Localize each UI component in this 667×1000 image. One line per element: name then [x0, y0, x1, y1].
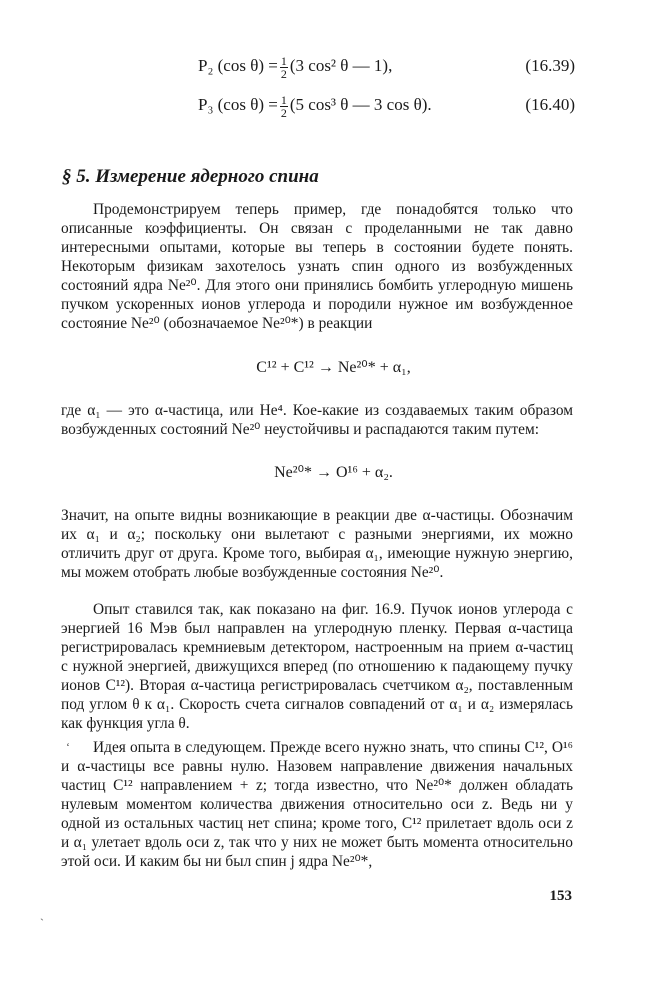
- equation-number: (16.40): [525, 95, 575, 114]
- paragraph: Значит, на опыте видны возникающие в реакции две α-частицы. Обозначим их α₁ и α₂; поскольку они вылетают с разными энергиями, их можно отличить друг от друга. Кроме того, выбирая α₁, имеющие нужную энергию, мы можем отобрать любые возбужденные состояния Ne²⁰.: [61, 507, 573, 581]
- equation-expression: P₃ (cos θ) = $\frac{1}{2}$ (5 cos³ θ — 3 cos θ).: [198, 92, 432, 120]
- reaction-equation: C¹² + C¹² → Ne²⁰* + α₁,: [256, 359, 411, 376]
- section-heading: § 5. Измерение ядерного спина: [62, 166, 319, 187]
- paragraph: Опыт ставился так, как показано на фиг. 16.9. Пучок ионов углерода с энергией 16 Мэв был направлен на углеродную пленку. Первая α-частица регистрировалась кремниевым детектором, настроенным на прием α-частиц с нужной энергией, движущихся вперед (по отношению к падающему пучку ионов C¹²). Вторая α-частица регистрировалась счетчиком α₂, поставленным под углом θ к α₁. Скорость счета сигналов совпадений от α₁ и α₂ измерялась как функция угла θ.: [61, 601, 573, 732]
- equation-expression: P₂ (cos θ) = $\frac{1}{2}$ (3 cos² θ — 1),: [198, 53, 393, 81]
- print-mark: ‘: [66, 740, 70, 754]
- print-mark: ˋ: [40, 916, 44, 930]
- paragraph: где α₁ — это α-частица, или He⁴. Кое-какие из создаваемых таким образом возбужденных состояний Ne²⁰ неустойчивы и распадаются таким путем:: [61, 402, 573, 438]
- paragraph: Идея опыта в следующем. Прежде всего нужно знать, что спины C¹², O¹⁶ и α-частицы все равны нулю. Назовем направление движения начальных частиц C¹² направлением + z; тогда известно, что Ne²⁰* должен обладать нулевым моментом количества движения относительно оси z. Ведь ни у одной из остальных частиц нет спина; кроме того, C¹² прилетает вдоль оси z и α₁ улетает вдоль оси z, так что у них не может быть момента относительно этой оси. И каким бы ни был спин j ядра Ne²⁰*,: [61, 739, 573, 870]
- equation-number: (16.39): [525, 56, 575, 75]
- paragraph: Продемонстрируем теперь пример, где понадобятся только что описанные коэффициенты. Он связан с проделанными не так давно интересными опытами, которые вы теперь в состоянии будете понять. Некоторым физикам захотелось узнать спин одного из возбужденных состояний ядра Ne²⁰. Для этого они принялись бомбить углеродную мишень пучком ускоренных ионов углерода и породили нужное им возбужденное состояние Ne²⁰ (обозначаемое Ne²⁰*) в реакции: [61, 201, 573, 332]
- decay-equation: Ne²⁰* → O¹⁶ + α₂.: [274, 464, 393, 481]
- fraction: $\frac{1}{2}$: [280, 53, 287, 81]
- fraction: $\frac{1}{2}$: [280, 92, 287, 120]
- page-number: 153: [549, 888, 572, 904]
